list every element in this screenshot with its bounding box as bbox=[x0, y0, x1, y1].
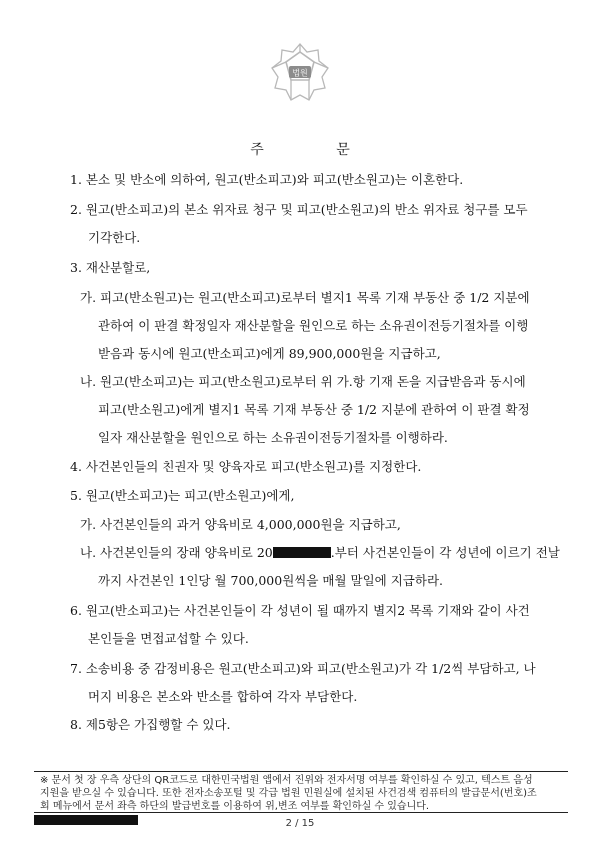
order-item-6-cont: 본인들을 면접교섭할 수 있다. bbox=[88, 631, 249, 646]
order-item-7: 7. 소송비용 중 감정비용은 원고(반소피고)와 피고(반소원고)가 각 1/2씩 부담하고, 나 bbox=[70, 661, 536, 676]
page-number: 2 / 15 bbox=[285, 818, 315, 829]
order-item-3-a-cont: 관하여 이 판결 확정일자 재산분할을 원인으로 하는 소유권이전등기절차를 이행 bbox=[98, 318, 529, 333]
order-item-5-b bbox=[80, 545, 560, 561]
notice-line: 회 메뉴에서 문서 좌측 하단의 발급번호를 이용하여 위,변조 여부를 확인하실 수 있습니다. bbox=[40, 801, 430, 812]
document-title: 주 문 bbox=[250, 142, 384, 158]
order-item-3-b: 나. 원고(반소피고)는 피고(반소원고)로부터 위 가.항 기재 돈을 지급받음과 동시에 bbox=[80, 374, 526, 389]
notice-line: 지원을 받으실 수 있습니다. 또한 전자소송포털 및 각급 법원 민원실에 설치된 사건검색 컴퓨터의 발급문서(번호)조 bbox=[40, 788, 537, 799]
order-item-3-b-cont: 피고(반소원고)에게 별지1 목록 기재 부동산 중 1/2 지분에 관하여 이 판결 확정 bbox=[98, 402, 530, 417]
order-item-5-a: 가. 사건본인들의 과거 양육비로 4,000,000원을 지급하고, bbox=[80, 517, 401, 532]
order-item-4: 4. 사건본인들의 친권자 및 양육자로 피고(반소원고)를 지정한다. bbox=[70, 459, 422, 474]
order-item-3-a-cont: 받음과 동시에 원고(반소피고)에게 89,900,000원을 지급하고, bbox=[98, 346, 441, 361]
order-item-3-b-cont: 일자 재산분할을 원인으로 하는 소유권이전등기절차를 이행하라. bbox=[98, 430, 448, 445]
order-item-5-b-start: 나. 사건본인들의 장래 양육비로 20 bbox=[80, 545, 273, 560]
order-item-2-cont: 기각한다. bbox=[88, 230, 141, 245]
redacted-date bbox=[273, 547, 331, 558]
order-item-8: 8. 제5항은 가집행할 수 있다. bbox=[70, 717, 231, 732]
verification-notice bbox=[34, 771, 568, 813]
order-item-2: 2. 원고(반소피고)의 본소 위자료 청구 및 피고(반소원고)의 반소 위자료 청구를 모두 bbox=[70, 202, 528, 217]
order-item-1: 1. 본소 및 반소에 의하여, 원고(반소피고)와 피고(반소원고)는 이혼한다. bbox=[70, 172, 464, 187]
court-emblem bbox=[267, 40, 333, 106]
notice-line: ※ 문서 첫 장 우측 상단의 QR코드로 대한민국법원 앱에서 진위와 전자서명 여부를 확인하실 수 있고, 텍스트 음성 bbox=[40, 775, 533, 786]
emblem-label: 법원 bbox=[292, 68, 308, 78]
order-item-3: 3. 재산분할로, bbox=[70, 260, 151, 275]
order-item-7-cont: 머지 비용은 본소와 반소를 합하여 각자 부담한다. bbox=[88, 689, 358, 704]
order-item-5-b-cont: 까지 사건본인 1인당 월 700,000원씩을 매월 말일에 지급하라. bbox=[98, 573, 444, 588]
order-item-5-b-end: .부터 사건본인들이 각 성년에 이르기 전날 bbox=[330, 545, 560, 560]
order-item-3-a: 가. 피고(반소원고)는 원고(반소피고)로부터 별지1 목록 기재 부동산 중 1/2 지분에 bbox=[80, 290, 530, 305]
order-item-5: 5. 원고(반소피고)는 피고(반소원고)에게, bbox=[70, 488, 295, 503]
order-item-6: 6. 원고(반소피고)는 사건본인들이 각 성년이 될 때까지 별지2 목록 기재와 같이 사건 bbox=[70, 603, 530, 618]
